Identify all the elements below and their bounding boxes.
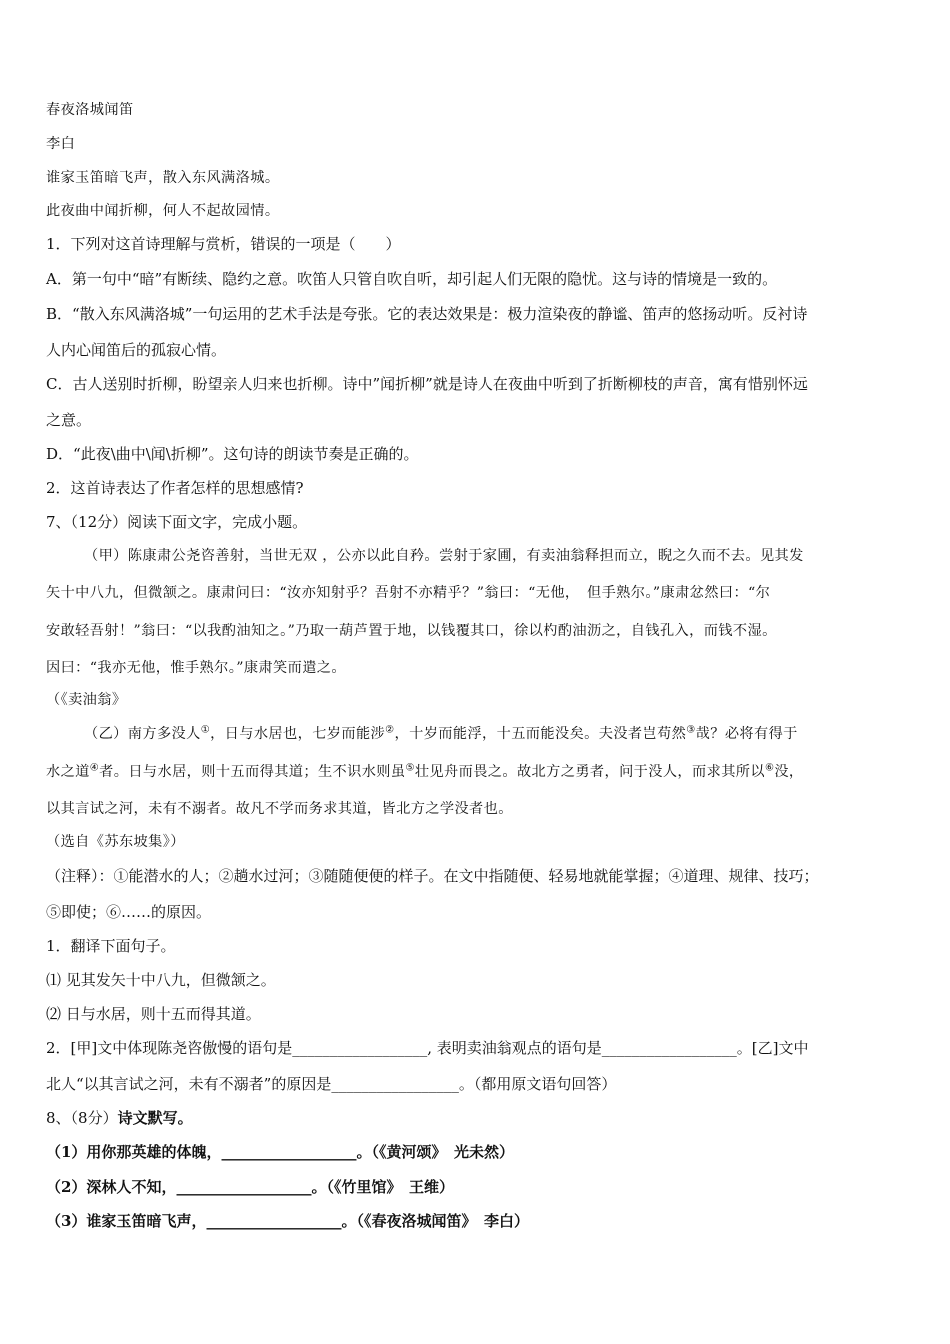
task2-line-1: 2．[甲]文中体现陈尧咨傲慢的语句是__________________, 表明卖油翁观点的语句是__________________。[乙]文中 <box>46 1039 809 1057</box>
q1-option-c-line1: C．古人送别时折柳，盼望亲人归来也折柳。诗中”闻折柳”就是诗人在夜曲中听到了折断柳枝的声音，寓有惜别怀远 <box>46 375 808 393</box>
footnote-mark-1: ① <box>200 724 211 736</box>
jia-line-2: 矢十中八九，但微颔之。康肃问曰：“汝亦知射乎？吾射不亦精乎？”翁曰：“无他， 但手熟尔。”康肃忿然曰：“尔 <box>46 585 771 601</box>
yi-line-1 <box>84 724 906 744</box>
notes-line-1: （注释）：①能潜水的人；②趟水过河；③随随便便的样子。在文中指随便、轻易地就能掌握；④道理、规律、技巧； <box>46 867 819 885</box>
q1-option-c-line2: 之意。 <box>46 411 92 429</box>
yi-line-2-text-a: 水之道 <box>46 764 90 780</box>
section7-heading: 7、（12分）阅读下面文字，完成小题。 <box>46 513 308 531</box>
section8-heading <box>46 1108 906 1128</box>
q2-stem: 2．这首诗表达了作者怎样的思想感情? <box>46 479 304 497</box>
jia-line-3: 安敢轻吾射！”翁曰：“以我酌油知之。”乃取一葫芦置于地，以钱覆其口，徐以杓酌油沥之，自钱孔入，而钱不湿。 <box>46 623 777 639</box>
footnote-mark-4: ④ <box>89 762 100 774</box>
task1-sentence-1: ⑴ 见其发矢十中八九，但微颔之。 <box>46 971 276 989</box>
section8-heading-title: 诗文默写。 <box>117 1109 193 1127</box>
poem-author: 李白 <box>46 136 76 152</box>
task1-sentence-2: ⑵ 日与水居，则十五而得其道。 <box>46 1005 261 1023</box>
yi-source: （选自《苏东坡集》） <box>46 834 185 850</box>
task1-stem: 1．翻译下面句子。 <box>46 937 176 955</box>
yi-line-2-text-c: 壮见舟而畏之。故北方之勇者，问于没人，而求其所以 <box>414 764 765 780</box>
q1-stem: 1．下列对这首诗理解与赏析，错误的一项是（ ） <box>46 235 401 253</box>
q1-option-d: D．“此夜\曲中\闻\折柳”。这句诗的朗读节奏是正确的。 <box>46 445 419 463</box>
yi-line-2-text-d: 没， <box>774 764 804 780</box>
yi-line-2-text-b: 者。日与水居，则十五而得其道；生不识水则虽 <box>99 764 406 780</box>
section8-heading-label: 8、（8分） <box>46 1109 118 1127</box>
notes-line-2: ⑤即使；⑥……的原因。 <box>46 903 212 921</box>
poem-title: 春夜洛城闻笛 <box>46 102 134 118</box>
yi-line-1-text-a: （乙）南方多没人 <box>84 726 201 742</box>
yi-line-1-text-c: ，十岁而能浮，十五而能没矣。夫没者岂苟然 <box>394 726 687 742</box>
jia-source: （《卖油翁》 <box>46 692 127 708</box>
yi-line-3: 以其言试之河，未有不溺者。故凡不学而务求其道，皆北方之学没者也。 <box>46 801 513 817</box>
q1-option-a: A．第一句中“暗”有断续、隐约之意。吹笛人只管自吹自听，却引起人们无限的隐忧。这与诗的情境是一致的。 <box>46 270 778 288</box>
poem-line-1: 谁家玉笛暗飞声，散入东风满洛城。 <box>46 170 280 186</box>
yi-line-2 <box>46 762 906 782</box>
jia-line-1: （甲）陈康肃公尧咨善射，当世无双 ，公亦以此自矜。尝射于家圃，有卖油翁释担而立，睨之久而不去。见其发 <box>84 548 804 564</box>
poem-line-2: 此夜曲中闻折柳，何人不起故园情。 <box>46 203 280 219</box>
yi-line-1-text-b: ，日与水居也，七岁而能涉 <box>210 726 386 742</box>
task2-line-2: 北人“以其言试之河，未有不溺者”的原因是_________________。（都用原文语句回答） <box>46 1075 617 1093</box>
yi-line-1-text-d: 哉？必将有得于 <box>695 726 798 742</box>
q1-option-b-line2: 人内心闻笛后的孤寂心情。 <box>46 341 227 359</box>
dictation-item-3: （3）谁家玉笛暗飞声，__________________。（《春夜洛城闻笛》 李白） <box>46 1212 529 1230</box>
footnote-mark-3: ③ <box>686 724 696 736</box>
dictation-item-1: （1）用你那英雄的体魄，__________________。（《黄河颂》 光未然） <box>46 1143 514 1161</box>
q1-option-b-line1: B．“散入东风满洛城”一句运用的艺术手法是夸张。它的表达效果是：极力渲染夜的静谧、笛声的悠扬动听。反衬诗 <box>46 305 808 323</box>
footnote-mark-5: ⑤ <box>405 762 415 774</box>
jia-line-4: 因曰：“我亦无他，惟手熟尔。”康肃笑而遣之。 <box>46 660 346 676</box>
footnote-mark-6: ⑥ <box>764 762 775 774</box>
footnote-mark-2: ② <box>385 724 395 736</box>
dictation-item-2: （2）深林人不知，__________________。（《竹里馆》 王维） <box>46 1178 454 1196</box>
